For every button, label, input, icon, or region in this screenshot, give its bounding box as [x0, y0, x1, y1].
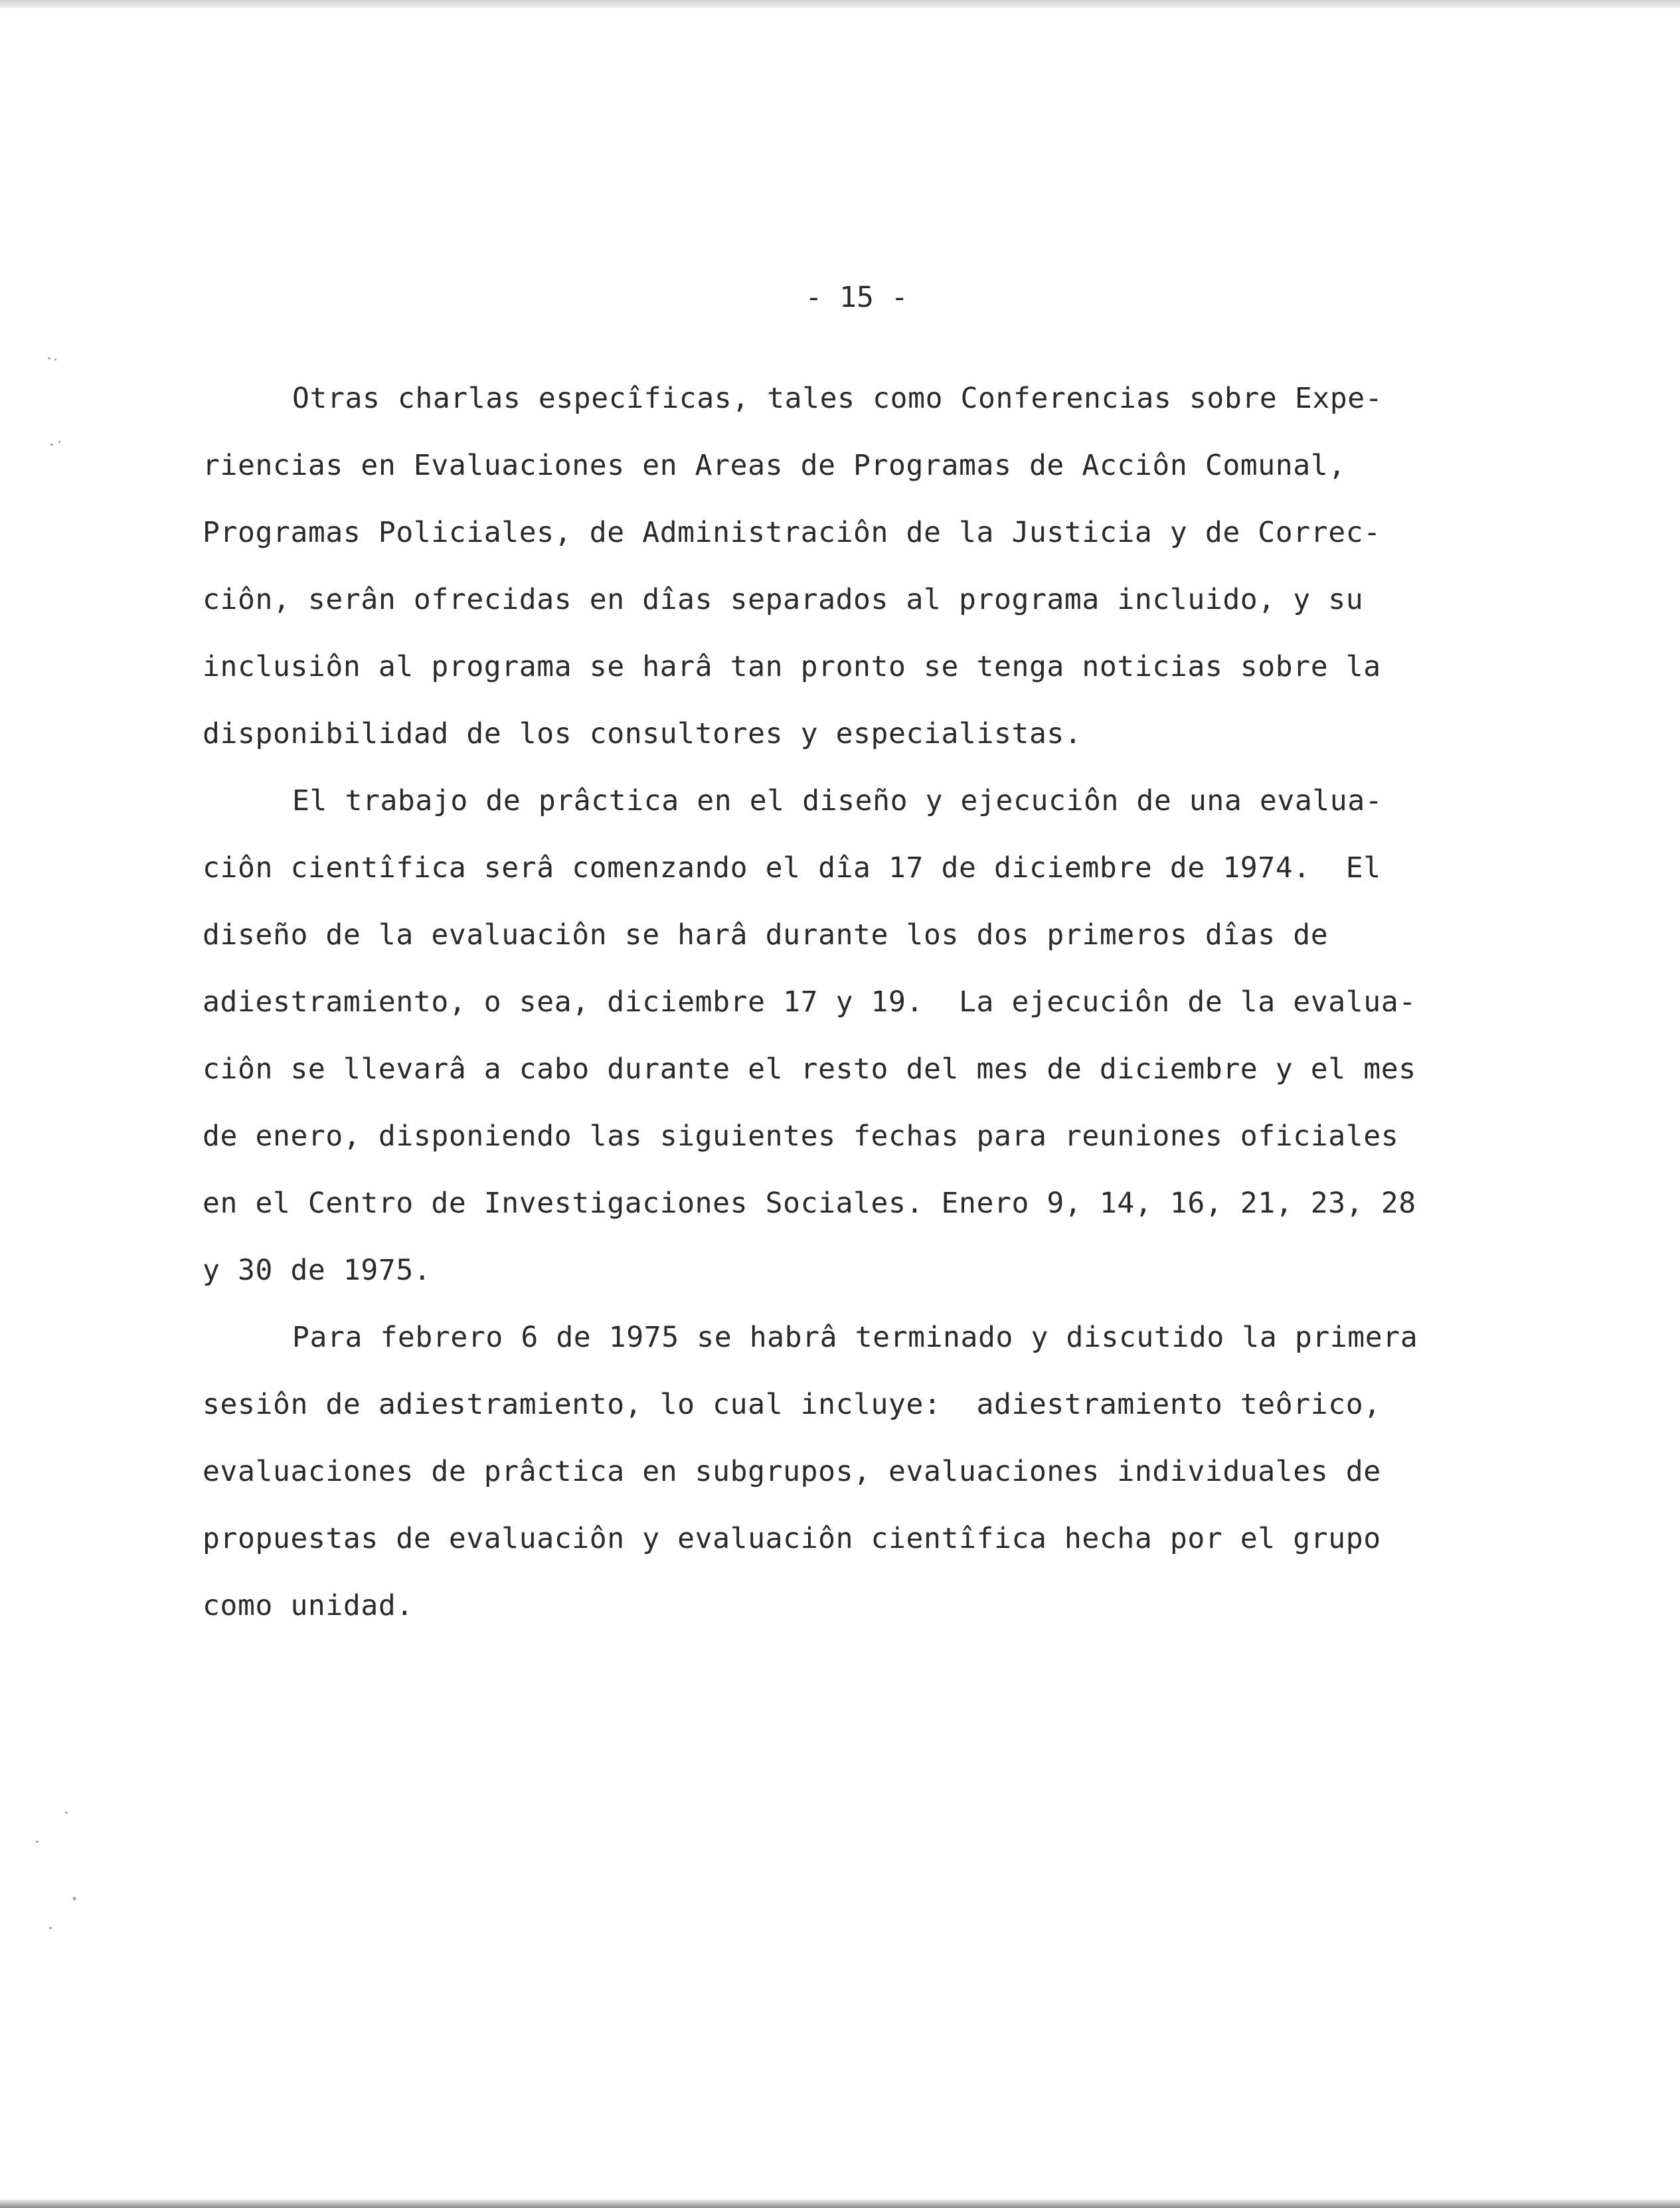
- text-line: evaluaciones de prâctica en subgrupos, evaluaciones individuales de: [203, 1455, 1381, 1488]
- scan-bottom-edge: [0, 2199, 1680, 2208]
- scan-speck: [58, 441, 60, 443]
- text-line: propuestas de evaluaciôn y evaluaciôn cientîfica hecha por el grupo: [203, 1522, 1381, 1555]
- text-line: Para febrero 6 de 1975 se habrâ terminado y discutido la primera: [292, 1321, 1418, 1354]
- text-line: ciôn cientîfica serâ comenzando el dîa 17 de diciembre de 1974. El: [203, 851, 1381, 885]
- scan-speck: [50, 444, 53, 446]
- scan-speck: [73, 1897, 76, 1901]
- scan-speck: [36, 1841, 39, 1843]
- text-line: riencias en Evaluaciones en Areas de Programas de Acciôn Comunal,: [203, 449, 1346, 482]
- text-line: diseño de la evaluaciôn se harâ durante los dos primeros dîas de: [203, 918, 1329, 952]
- text-line: sesiôn de adiestramiento, lo cual incluye: adiestramiento teôrico,: [203, 1388, 1381, 1421]
- text-line: Otras charlas especîficas, tales como Conferencias sobre Expe-: [292, 382, 1383, 415]
- text-line: El trabajo de prâctica en el diseño y ejecuciôn de una evalua-: [292, 784, 1383, 817]
- text-line: ciôn se llevarâ a cabo durante el resto del mes de diciembre y el mes: [203, 1053, 1416, 1086]
- scan-speck: [48, 357, 50, 359]
- text-line: inclusiôn al programa se harâ tan pronto se tenga noticias sobre la: [203, 650, 1381, 683]
- text-line: adiestramiento, o sea, diciembre 17 y 19. La ejecuciôn de la evalua-: [203, 985, 1416, 1019]
- scan-top-edge: [0, 0, 1680, 8]
- scan-speck: [65, 1812, 68, 1814]
- scan-speck: [49, 1927, 52, 1929]
- text-line: ciôn, serân ofrecidas en dîas separados al programa incluido, y su: [203, 583, 1364, 616]
- text-line: Programas Policiales, de Administraciôn de la Justicia y de Correc-: [203, 516, 1381, 549]
- page-number: - 15 -: [805, 281, 908, 314]
- text-line: disponibilidad de los consultores y especialistas.: [203, 717, 1082, 750]
- text-line: como unidad.: [203, 1589, 414, 1622]
- text-line: y 30 de 1975.: [203, 1254, 432, 1287]
- text-line: de enero, disponiendo las siguientes fechas para reuniones oficiales: [203, 1120, 1399, 1153]
- scan-speck: [54, 359, 56, 361]
- text-line: en el Centro de Investigaciones Sociales. Enero 9, 14, 16, 21, 23, 28: [203, 1187, 1416, 1220]
